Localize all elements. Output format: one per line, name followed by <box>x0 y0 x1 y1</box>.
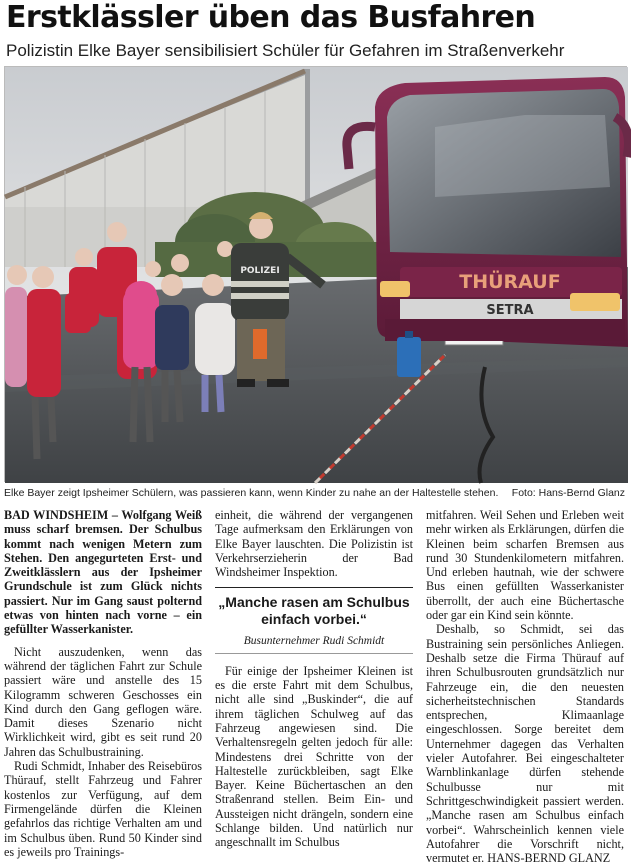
pull-quote-source: Busunternehmer Rudi Schmidt <box>215 634 413 653</box>
body-paragraph: Für einige der Ipsheimer Kleinen ist es die erste Fahrt mit dem Schulbus, nicht alle sind „Buskinder“, die auf ihrem täglichen Schulweg auf das Fahrzeug angewiesen sind. Die Verhaltensregeln gelten jedoch für alle: Mindestens drei Schritte von der Haltestelle zurückbleiben, sagt Elke Bayer. Keine Büchertaschen an den Straßenrand stellen. Beim Ein- und Aussteigen nicht drängeln, sondern eine Schlange bilden. Und natürlich nur angeschnallt im Schulbus <box>215 663 413 850</box>
lead-text: muss scharf bremsen. Der Schulbus kommt nach wenigen Metern zum Stehen. Den angegurteten Erst- und Zweitklässlern aus der Ipsheimer Grundschule ist zum Glück nichts passiert. Nur im Gang saust polternd etwas von hinten nach vorne – ein gefüllter Wasserkanister. <box>4 522 202 637</box>
pull-quote <box>215 587 413 653</box>
dateline: BAD WINDSHEIM – Wolfgang Weiß <box>4 508 202 522</box>
body-paragraph: Nicht auszudenken, wenn das während der täglichen Fahrt zur Schule passiert wäre und anstelle des 15 Kilogramm schweren Geschosses ein Kind durch den Gang geflogen wäre. Damit dieses Szenario nicht Wirklichkeit wird, gibt es seit rund 20 Jahren das Schulbustraining. <box>4 644 202 759</box>
bus-sign: THÜRAUF <box>459 271 561 293</box>
headline: Erstklässler üben das Busfahren <box>6 0 536 35</box>
text-column-3 <box>426 508 624 865</box>
body-paragraph: einheit, die während der vergangenen Tage aufmerksam den Erklärungen von Elke Bayer lauschten. Die Polizistin ist Verkehrserzieherin der Bad Windsheimer Inspektion. <box>215 508 413 580</box>
author-byline: HANS-BERND GLANZ <box>487 851 611 865</box>
caption-text: Elke Bayer zeigt Ipsheimer Schülern, was passieren kann, wenn Kinder zu nahe an der Haltestelle stehen. <box>4 487 499 499</box>
photo-credit: Foto: Hans-Bernd Glanz <box>511 487 625 499</box>
article-photo <box>4 66 627 482</box>
photo-caption <box>4 486 627 502</box>
body-paragraph: Rudi Schmidt, Inhaber des Reisebüros Thürauf, stellt Fahrzeug und Fahrer kostenlos zur Verfügung, auf dem Firmengelände dürfen die Kleinen gefahrlos das richtige Verhalten am und im Schulbus üben. Rund 50 Kinder sind es jeweils pro Trainings- <box>4 759 202 859</box>
body-paragraph: mitfahren. Weil Sehen und Erleben weit mehr wirken als Erklärungen, dürfen die Kleinen beim scharfen Bremsen aus rund 30 Stundenkilometern mitfahren. Und erleben hautnah, wie der schwere Bus einen gefüllten Wasserkanister überrollt, der auch eine Büchertasche oder gar ein Kind sein könnte. <box>426 508 624 623</box>
lead-paragraph <box>4 508 202 637</box>
subheadline: Polizistin Elke Bayer sensibilisiert Schüler für Gefahren im Straßenverkehr <box>6 41 565 60</box>
text-column-1 <box>4 508 202 859</box>
body-text: Deshalb, so Schmidt, sei das Bustraining sein persönliches Anliegen. Deshalb setze die Firma Thürauf auf ihren Schulbusrouten grundsätzlich nur Fahrzeuge ein, die den neuesten sicherheitstechnischen Standards entsprechen, Klimaanlage eingeschlossen. Sorge bereitet dem Unternehmer dagegen das Verhalten vieler Autofahrer. Bei eingeschalteter Warnblinkanlage dürfen stehende Schulbusse nur mit Schrittgeschwindigkeit passiert werden. „Manche rasen am Schulbus einfach vorbei“. Wahrscheinlich kennen viele Autofahrer die Vorschrift nicht, vermutet er. <box>426 622 624 865</box>
bus-brand: SETRA <box>486 303 534 318</box>
pull-quote-text: „Manche rasen am Schulbus einfach vorbei.“ <box>218 594 410 628</box>
text-column-2 <box>215 508 413 850</box>
svg-text:POLIZEI: POLIZEI <box>240 266 280 276</box>
water-canister <box>397 337 421 377</box>
body-paragraph <box>426 622 624 865</box>
bus <box>347 77 629 347</box>
